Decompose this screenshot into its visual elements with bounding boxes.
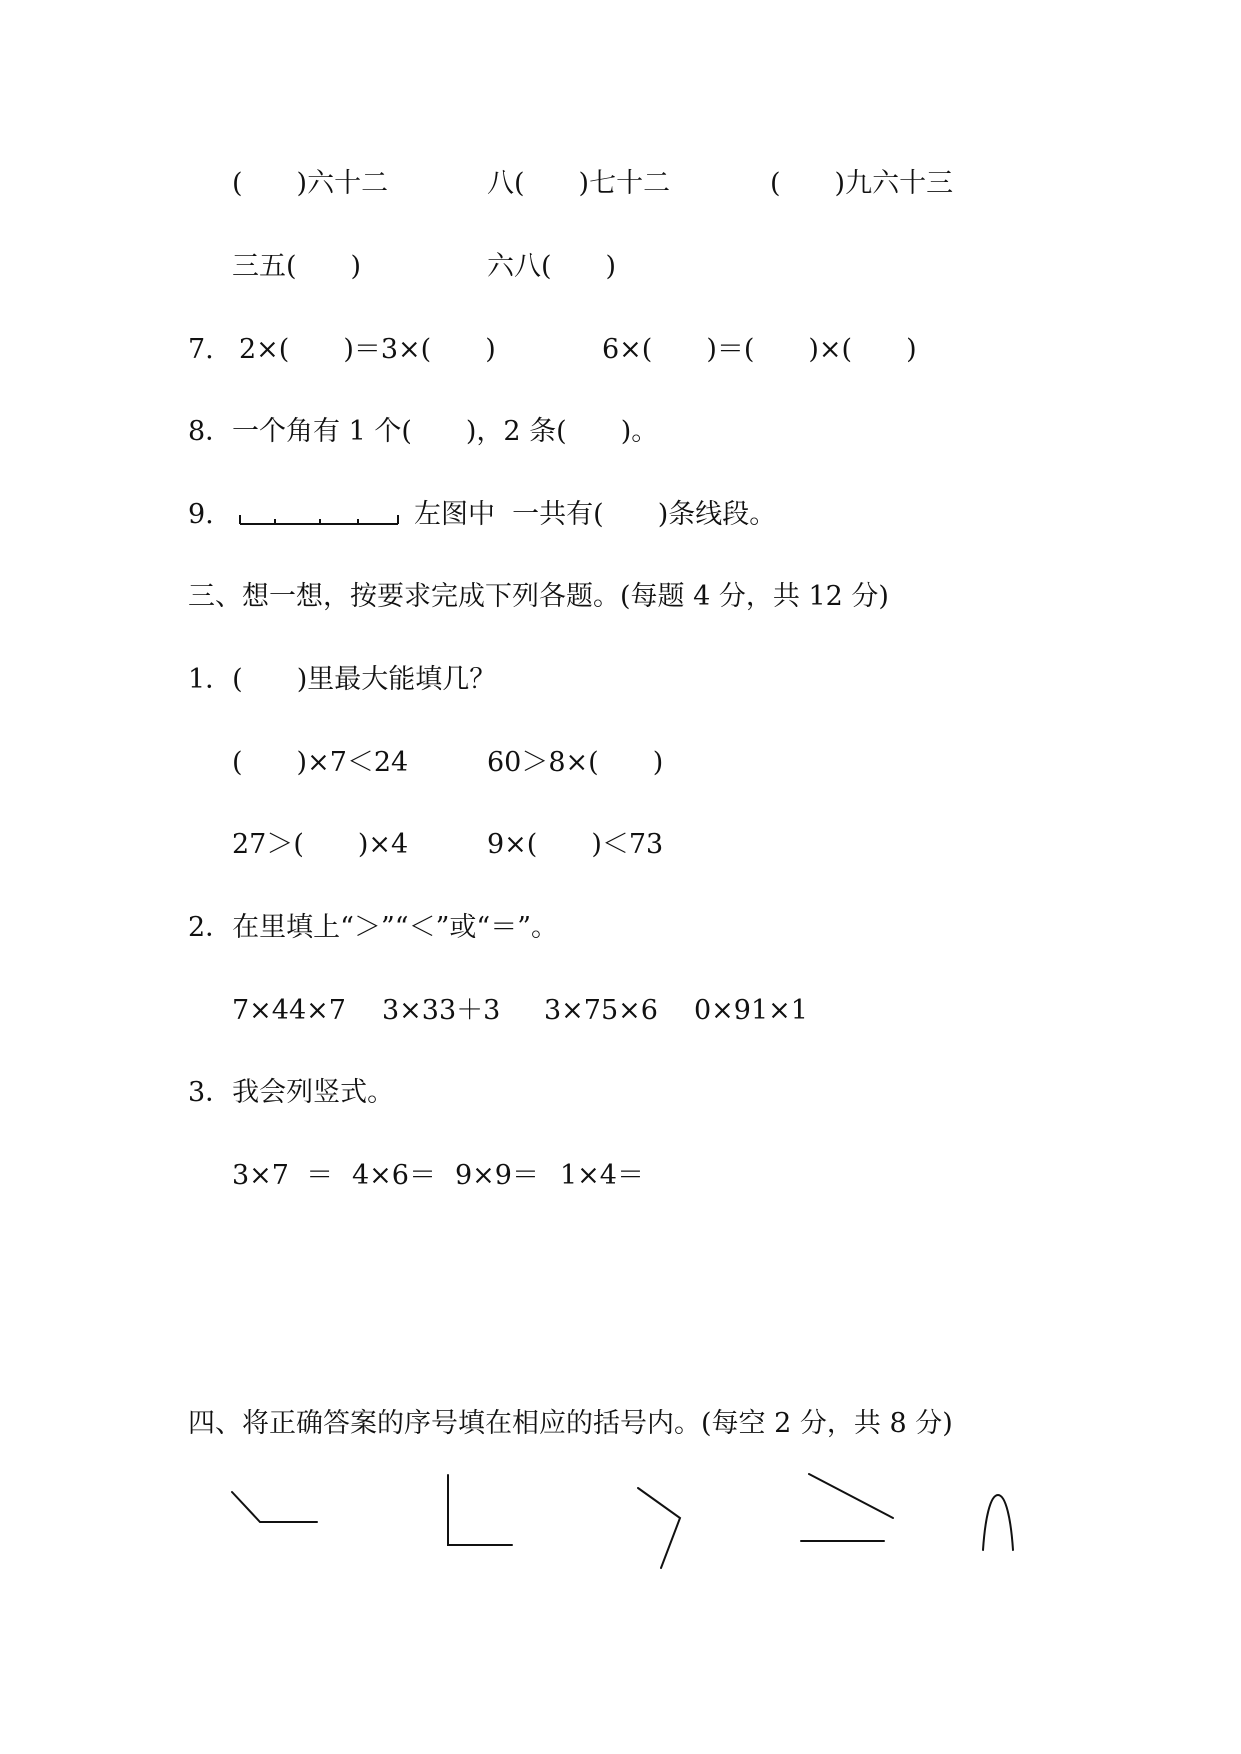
figure-acute-angle — [638, 1488, 680, 1568]
s3-q2-item-4: 0×91×1 — [694, 995, 808, 1026]
q8-text: 一个角有 1 个( )，2 条( )。 — [232, 416, 659, 447]
figure-obtuse-angle — [232, 1492, 317, 1522]
s3-q3-item-2: 4×6＝ — [352, 1160, 436, 1191]
row1-item-2: 八( )七十二 — [487, 168, 671, 199]
q9-text: 左图中 一共有( )条线段。 — [414, 499, 777, 530]
section4-title: 四、将正确答案的序号填在相应的括号内。(每空 2 分，共 8 分) — [188, 1408, 953, 1439]
s3-q1-row2-b: 9×( )＜73 — [487, 829, 664, 860]
figure-acute-angle-open — [801, 1474, 893, 1541]
row2-item-2: 六八( ) — [487, 251, 617, 282]
s3-q2-item-2: 3×33＋3 — [382, 995, 501, 1026]
q9-number: 9. — [188, 499, 214, 530]
s3-q2-title: 2．在里填上“＞”“＜”或“＝”。 — [188, 912, 558, 943]
s3-q3-item-4: 1×4＝ — [560, 1160, 644, 1191]
section3-title: 三、想一想，按要求完成下列各题。(每题 4 分，共 12 分) — [188, 581, 889, 612]
row1-item-3: ( )九六十三 — [770, 168, 954, 199]
s3-q1-title: 1．( )里最大能填几？ — [188, 664, 497, 695]
s3-q3-title: 3．我会列竖式。 — [188, 1077, 395, 1108]
s3-q1-row2-a: 27＞( )×4 — [232, 829, 409, 860]
s3-q1-row1-a: ( )×7＜24 — [232, 747, 409, 778]
s3-q3-item-3: 9×9＝ — [455, 1160, 539, 1191]
row1-item-1: ( )六十二 — [232, 168, 389, 199]
s3-q2-item-1: 7×44×7 — [232, 995, 346, 1026]
figure-right-angle — [448, 1475, 512, 1545]
q7-expression-a: 2×( )＝3×( ) — [239, 334, 496, 365]
row2-item-1: 三五( ) — [232, 251, 362, 282]
s3-q1-row1-b: 60＞8×( ) — [487, 747, 664, 778]
figure-curved-figure — [983, 1495, 1013, 1550]
s3-q2-item-3: 3×75×6 — [544, 995, 658, 1026]
q8-number: 8． — [188, 416, 233, 447]
q7-expression-b: 6×( )＝( )×( ) — [602, 334, 917, 365]
q7-number: 7. — [188, 334, 214, 365]
s3-q3-item-1: 3×7 ＝ — [232, 1160, 334, 1191]
